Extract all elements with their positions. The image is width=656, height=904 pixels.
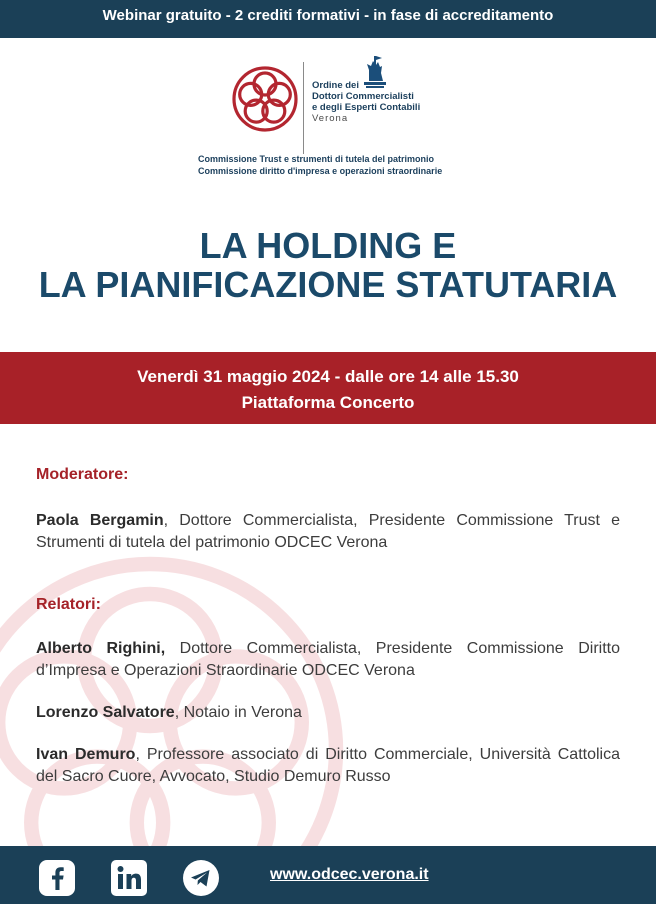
moderator-label: Moderatore:	[36, 466, 129, 483]
facebook-icon[interactable]	[39, 860, 75, 896]
title-line-2: LA PIANIFICAZIONE STATUTARIA	[38, 264, 618, 305]
logo-city: Verona	[312, 113, 349, 124]
footer	[0, 846, 656, 904]
webinar-banner: Webinar gratuito - 2 crediti formativi - in fase di accreditamento	[0, 0, 656, 38]
linkedin-icon[interactable]	[111, 860, 147, 896]
commission-trust: Commissione Trust e strumenti di tutela del patrimonio	[198, 154, 435, 164]
logo-text	[312, 80, 462, 124]
logo-line-3: e degli Esperti Contabili	[312, 102, 421, 113]
moderator-name: Paola Bergamin	[36, 512, 164, 529]
date-band	[0, 352, 656, 424]
speaker-entry	[36, 638, 620, 682]
event-platform: Piattaforma Concerto	[241, 393, 415, 412]
speaker-entry	[36, 744, 620, 788]
speaker-role: , Professore associato di Diritto Commerciale, Università Cattolica del Sacro Cuore, Avvocato, Studio Demuro Russo	[36, 746, 620, 785]
speaker-name: Ivan Demuro	[36, 746, 136, 763]
logo-line-2: Dottori Commercialisti	[312, 91, 414, 102]
logo-line-1: Ordine dei	[312, 80, 359, 91]
commission-impresa: Commissione diritto d'impresa e operazioni straordinarie	[198, 166, 443, 176]
speaker-name: Lorenzo Salvatore	[36, 704, 175, 721]
moderator-entry	[36, 510, 620, 554]
event-title	[0, 226, 656, 304]
logo-divider	[303, 62, 304, 154]
speaker-name: Alberto Righini,	[36, 640, 166, 657]
speaker-role: , Notaio in Verona	[174, 704, 302, 721]
speakers-label: Relatori:	[36, 596, 101, 613]
speaker-role: Dottore Commercialista, Presidente Commissione Diritto d’Impresa e Operazioni Straordinarie ODCEC Verona	[36, 640, 620, 679]
telegram-icon[interactable]	[183, 860, 219, 896]
title-line-1: LA HOLDING E	[199, 225, 457, 266]
commissions	[198, 153, 518, 177]
moderator-role: , Dottore Commercialista, Presidente Commissione Trust e Strumenti di tutela del patrimonio ODCEC Verona	[36, 512, 620, 551]
speakers-section	[36, 464, 620, 788]
rosette-logo-icon	[230, 64, 300, 134]
website-link[interactable]: www.odcec.verona.it	[270, 866, 429, 883]
speaker-entry	[36, 702, 620, 724]
event-date: Venerdì 31 maggio 2024 - dalle ore 14 alle 15.30	[137, 367, 519, 386]
